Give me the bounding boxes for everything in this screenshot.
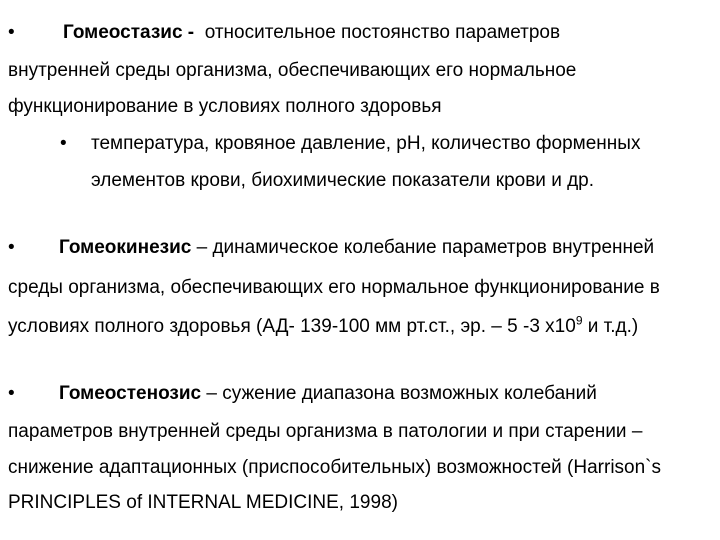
homeokinesis-term: Гомеокинезис	[59, 237, 192, 258]
homeostasis-text-1: относительное постоянство параметров	[204, 22, 561, 43]
homeokinesis-text-3-end: и т.д.)	[582, 316, 639, 337]
homeostenosis-term: Гомеостенозис	[59, 383, 202, 404]
parameters-line-1: температура, кровяное давление, рН, количество форменных	[91, 133, 641, 154]
homeostenosis-line-3: снижение адаптационных (приспособительных) возможностей (Harrison`s	[8, 457, 662, 478]
homeokinesis-text-1: – динамическое колебание параметров внутренней	[191, 237, 655, 258]
homeostenosis-line-1	[59, 383, 597, 405]
homeokinesis-line-1	[59, 237, 654, 259]
homeostenosis-text-1: – сужение диапазона возможных колебаний	[201, 383, 597, 404]
bullet-parameters: •	[60, 133, 67, 154]
homeostenosis-line-4: PRINCIPLES of INTERNAL MEDICINE, 1998)	[8, 492, 398, 513]
homeostasis-line-3: функционирование в условиях полного здоровья	[8, 96, 442, 117]
homeostenosis-line-2: параметров внутренней среды организма в патологии и при старении –	[8, 421, 643, 442]
bullet-homeostasis: •	[8, 22, 15, 43]
exponent: 9	[575, 313, 583, 328]
parameters-line-2: элементов крови, биохимические показатели крови и др.	[91, 170, 595, 191]
homeostasis-line-2: внутренней среды организма, обеспечивающих его нормальное	[8, 60, 577, 81]
homeokinesis-line-3	[8, 313, 639, 338]
homeokinesis-text-3: условиях полного здоровья (АД- 139-100 мм рт.ст., эр. – 5 -3 х10	[8, 316, 576, 337]
bullet-homeokinesis: •	[8, 237, 15, 258]
bullet-homeostenosis: •	[8, 383, 15, 404]
homeostasis-term: Гомеостазис -	[63, 22, 195, 43]
homeokinesis-line-2: среды организма, обеспечивающих его нормальное функционирование в	[8, 277, 660, 298]
homeostasis-line-1	[63, 22, 560, 44]
